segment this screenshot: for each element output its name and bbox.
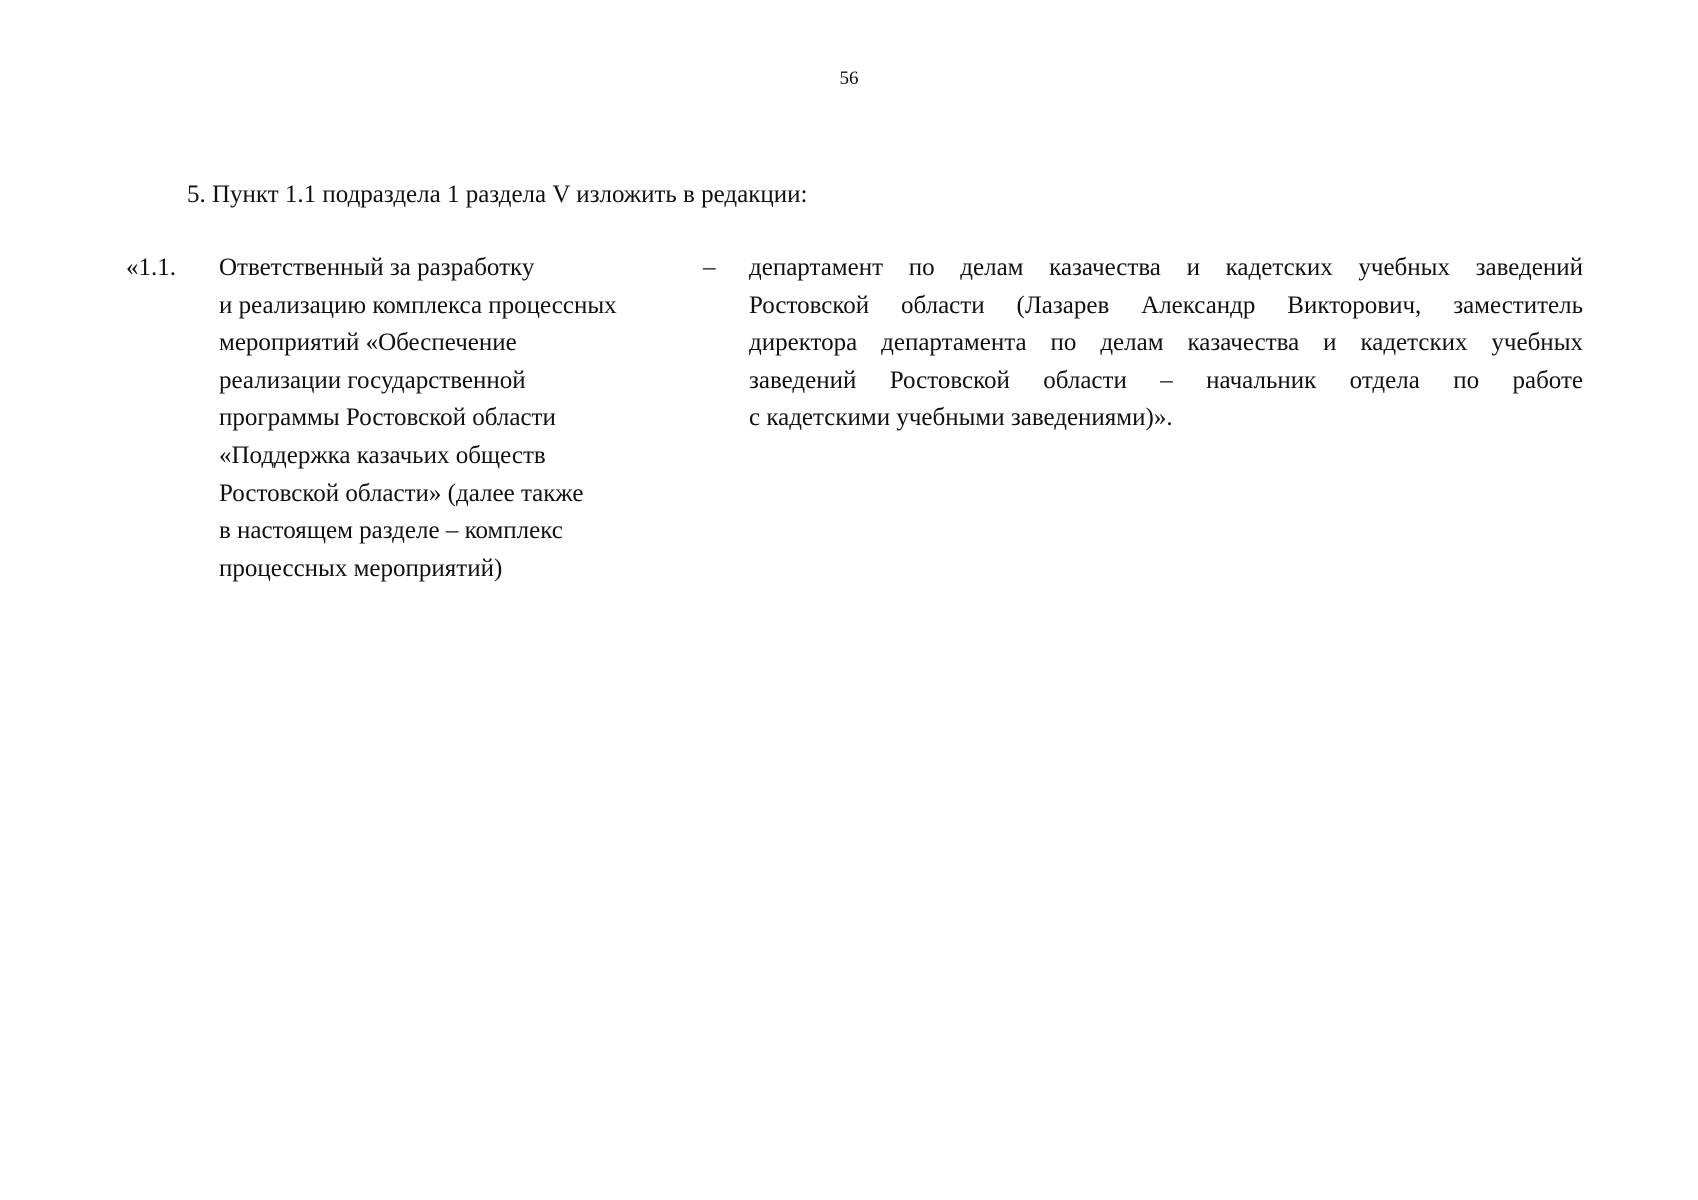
item-label-line: и реализацию комплекса процессных — [219, 291, 617, 319]
item-value-line: департамент по делам казачества и кадетских учебных заведений — [749, 254, 1583, 281]
item-value-line: заведений Ростовской области – начальник отдела по работе — [749, 366, 1583, 394]
item-dash: – — [703, 254, 716, 281]
item-label-line: мероприятий «Обеспечение — [219, 329, 517, 357]
item-value — [749, 249, 1583, 437]
item-value-line: директора департамента по делам казачества и кадетских учебных — [749, 329, 1583, 357]
amendment-intro: 5. Пункт 1.1 подраздела 1 раздела V изложить в редакции: — [187, 181, 808, 208]
item-label — [219, 249, 689, 587]
page-number: 56 — [839, 68, 859, 89]
item-value-line: Ростовской области (Лазарев Александр Викторович, заместитель — [749, 291, 1583, 319]
item-label-line: программы Ростовской области — [219, 404, 556, 432]
item-value-line: с кадетскими учебными заведениями)». — [749, 404, 1173, 432]
item-label-line: реализации государственной — [219, 366, 526, 394]
item-label-line: «Поддержка казачьих обществ — [219, 441, 546, 469]
item-number: «1.1. — [126, 254, 176, 281]
item-label-line: процессных мероприятий) — [219, 554, 503, 582]
item-label-line: Ответственный за разработку — [219, 254, 535, 281]
item-label-line: в настоящем разделе – комплекс — [219, 517, 563, 545]
item-label-line: Ростовской области» (далее также — [219, 479, 584, 507]
